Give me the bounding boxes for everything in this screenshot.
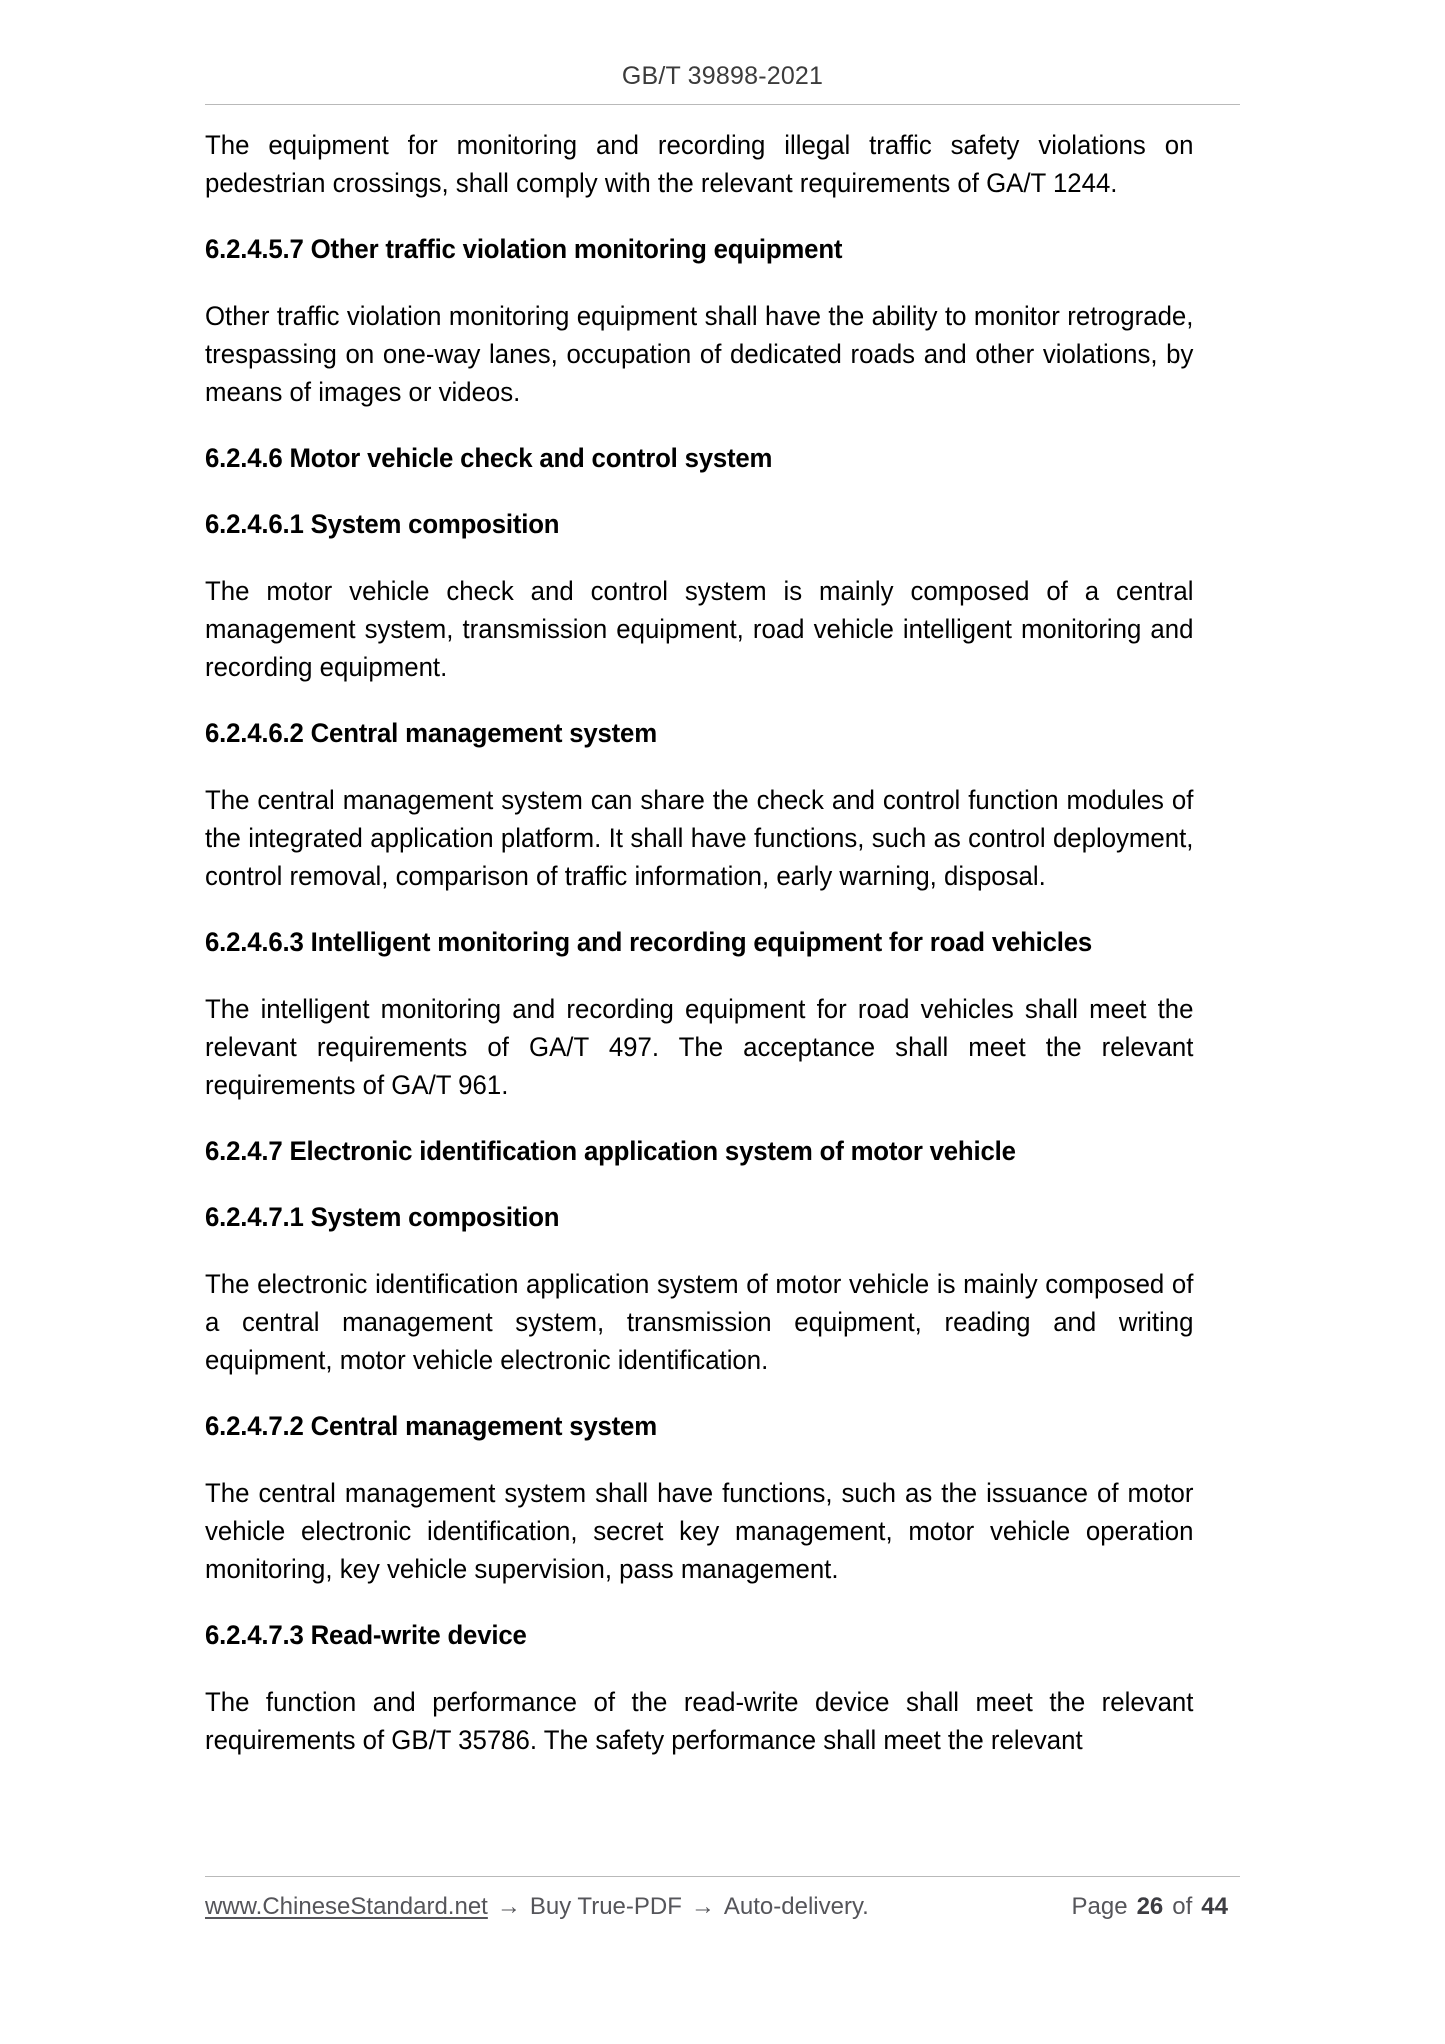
header-divider (205, 104, 1240, 105)
body-paragraph: The function and performance of the read-write device shall meet the relevant requirements of GB/T 35786. The safety performance shall meet the relevant (205, 1687, 1194, 1755)
section-heading: 6.2.4.7 Electronic identification application system of motor vehicle (205, 1136, 1016, 1166)
of-label: of (1172, 1893, 1193, 1920)
buy-true-pdf-label: Buy True-PDF (529, 1893, 682, 1920)
page-label: Page (1071, 1893, 1128, 1920)
body-paragraph: The electronic identification application system of motor vehicle is mainly composed of a central management system, transmission equipment, reading and writing equipment, motor vehicle electronic identification. (205, 1269, 1194, 1375)
section-heading: 6.2.4.6.2 Central management system (205, 718, 657, 748)
body-paragraph: Other traffic violation monitoring equipment shall have the ability to monitor retrograde, trespassing on one-way lanes, occupation of dedicated roads and other violations, by means of images or videos. (205, 301, 1194, 407)
page-number: 26 (1136, 1893, 1164, 1920)
standard-code: GB/T 39898-2021 (621, 62, 824, 90)
section-heading: 6.2.4.5.7 Other traffic violation monitoring equipment (205, 234, 843, 264)
body-paragraph: The intelligent monitoring and recording equipment for road vehicles shall meet the relevant requirements of GA/T 497. The acceptance shall meet the relevant requirements of GA/T 961. (205, 994, 1194, 1100)
section-heading: 6.2.4.6.1 System composition (205, 509, 560, 539)
page-footer (205, 1893, 1240, 1921)
section-heading: 6.2.4.6.3 Intelligent monitoring and recording equipment for road vehicles (205, 927, 1093, 957)
body-paragraph: The central management system shall have functions, such as the issuance of motor vehicle electronic identification, secret key management, motor vehicle operation monitoring, key vehicle supervision, pass management. (205, 1478, 1194, 1584)
page-header (205, 62, 1240, 91)
body-paragraph: The motor vehicle check and control system is mainly composed of a central management system, transmission equipment, road vehicle intelligent monitoring and recording equipment. (205, 576, 1194, 682)
footer-promo-group (205, 1893, 869, 1921)
section-heading: 6.2.4.7.2 Central management system (205, 1411, 657, 1441)
section-heading: 6.2.4.6 Motor vehicle check and control system (205, 443, 773, 473)
section-heading: 6.2.4.7.3 Read-write device (205, 1620, 527, 1650)
arrow-right-icon: → (496, 1893, 521, 1920)
body-paragraph: The central management system can share the check and control function modules of the integrated application platform. It shall have functions, such as control deployment, control removal, comparison of traffic information, early warning, disposal. (205, 785, 1194, 891)
document-body (205, 126, 1240, 1788)
footer-divider (205, 1876, 1240, 1877)
section-heading: 6.2.4.7.1 System composition (205, 1202, 560, 1232)
arrow-right-icon-2: → (690, 1893, 715, 1920)
chinesestandard-link[interactable]: www.ChineseStandard.net (205, 1893, 488, 1920)
page-total: 44 (1201, 1893, 1228, 1920)
auto-delivery-label: Auto-delivery. (723, 1893, 869, 1920)
body-paragraph: The equipment for monitoring and recording illegal traffic safety violations on pedestrian crossings, shall comply with the relevant requirements of GA/T 1244. (205, 130, 1194, 198)
page-indicator (1072, 1893, 1240, 1921)
